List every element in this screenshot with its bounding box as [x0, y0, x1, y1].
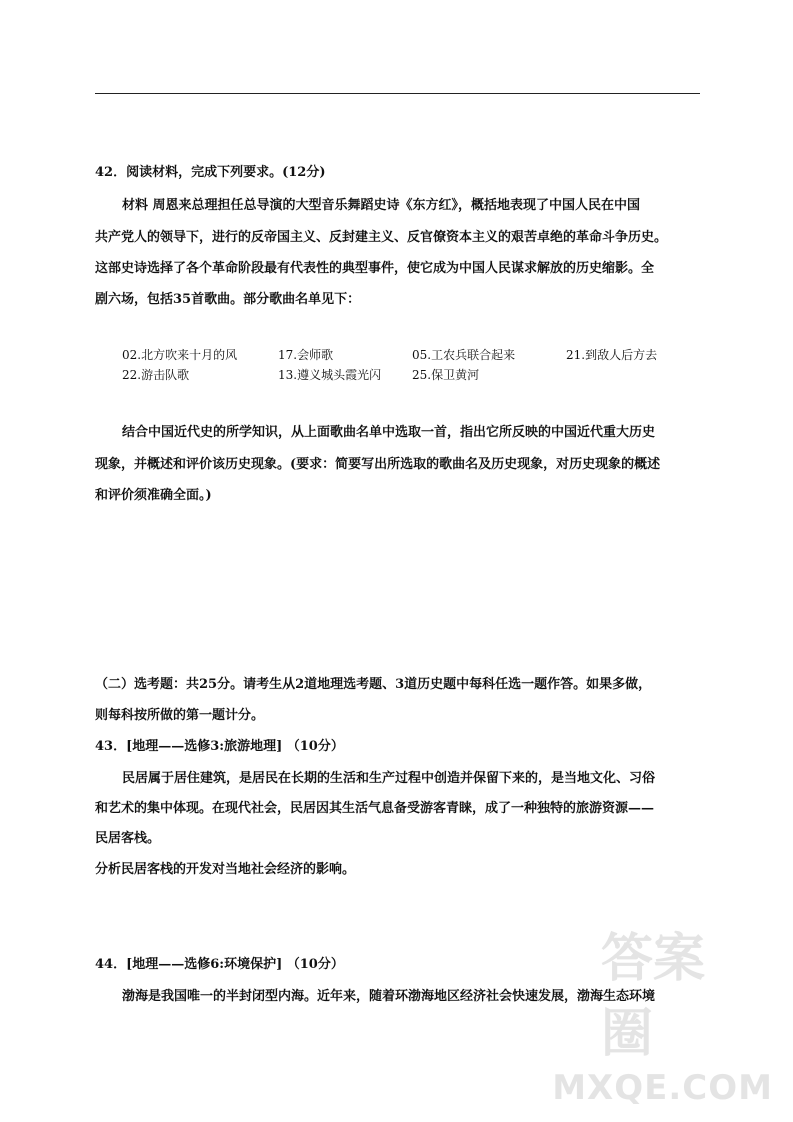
song-item: 17.会师歌 — [278, 348, 334, 362]
q43-question: 分析民居客栈的开发对当地社会经济的影响。 — [95, 862, 356, 877]
q42-material-line: 这部史诗选择了各个革命阶段最有代表性的典型事件，使它成为中国人民谋求解放的历史缩影。全 — [95, 261, 655, 276]
song-item: 13.遵义城头霞光闪 — [278, 368, 382, 382]
q43-body-line: 民居属于居住建筑，是居民在长期的生活和生产过程中创造并保留下来的，是当地文化、习俗 — [122, 771, 656, 786]
q43-title: 43．[地理——选修3:旅游地理] （10分） — [95, 739, 344, 754]
watermark-logo — [552, 929, 781, 1116]
song-item: 21.到敌人后方去 — [566, 348, 658, 362]
q42-task-line: 现象，并概述和评价该历史现象。(要求：简要写出所选取的歌曲名及历史现象，对历史现象的概述 — [95, 457, 661, 472]
header-rule — [95, 93, 700, 94]
q42-task-line: 和评价须准确全面。) — [95, 488, 212, 503]
q43-body-line: 和艺术的集中体现。在现代社会，民居因其生活气息备受游客青睐，成了一种独特的旅游资源—— — [95, 801, 655, 816]
song-item: 05.工农兵联合起来 — [412, 348, 516, 362]
section2-instructions: 则每科按所做的第一题计分。 — [95, 708, 265, 723]
q42-title: 42．阅读材料，完成下列要求。(12分) — [95, 165, 326, 180]
q42-task-line: 结合中国近代史的所学知识，从上面歌曲名单中选取一首，指出它所反映的中国近代重大历史 — [122, 425, 656, 440]
song-item: 25.保卫黄河 — [412, 368, 480, 382]
q42-material-line: 材料 周恩来总理担任总导演的大型音乐舞蹈史诗《东方红》，概括地表现了中国人民在中国 — [122, 198, 641, 213]
song-item: 22.游击队歌 — [122, 368, 190, 382]
q42-material-line: 共产党人的领导下，进行的反帝国主义、反封建主义、反官僚资本主义的艰苦卓绝的革命斗争历史。 — [95, 230, 668, 245]
section2-instructions: （二）选考题：共25分。请考生从2道地理选考题、3道历史题中每科任选一题作答。如果多做， — [95, 677, 652, 692]
q42-material-line: 剧六场，包括35首歌曲。部分歌曲名单见下： — [95, 292, 361, 307]
q44-body-line: 渤海是我国唯一的半封闭型内海。近年来，随着环渤海地区经济社会快速发展，渤海生态环境 — [122, 989, 656, 1004]
watermark-cn: 答案圈 — [601, 929, 706, 1064]
q43-body-line: 民居客栈。 — [95, 831, 161, 846]
q44-title: 44．[地理——选修6:环境保护] （10分） — [95, 957, 344, 972]
song-item: 02.北方吹来十月的风 — [122, 348, 238, 362]
watermark-en: MXQE.COM — [552, 1068, 773, 1108]
